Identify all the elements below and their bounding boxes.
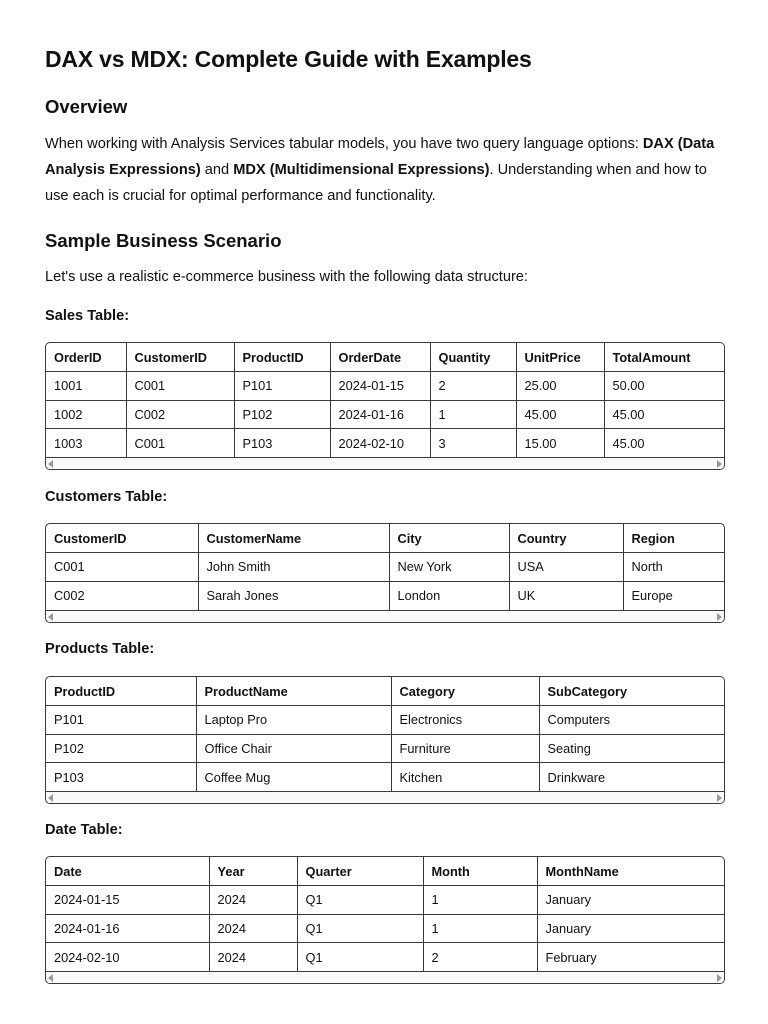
table-cell: 2	[423, 943, 537, 972]
table-row	[46, 734, 724, 763]
table-cell: Office Chair	[196, 734, 391, 763]
overview-paragraph: When working with Analysis Services tabular models, you have two query language options: DAX (Data Analysis Expressions) and MDX (Multidimensional Expressions). Understanding when and how to use each is crucial for optimal performance and functionality.	[45, 136, 715, 204]
column-header: TotalAmount	[604, 343, 724, 372]
table-row	[46, 553, 724, 582]
table-cell: 1003	[46, 429, 126, 458]
column-header: CustomerID	[126, 343, 234, 372]
table-cell: 25.00	[516, 372, 604, 401]
horizontal-scrollbar[interactable]	[46, 791, 724, 803]
mdx-term: MDX (Multidimensional Expressions)	[233, 162, 490, 178]
table-cell: 2024-02-10	[330, 429, 430, 458]
column-header: Country	[509, 524, 623, 553]
table-cell: Q1	[297, 914, 423, 943]
scroll-right-icon[interactable]	[717, 613, 722, 621]
table-cell: Laptop Pro	[196, 706, 391, 735]
table-cell: John Smith	[198, 553, 389, 582]
table-cell: 2024-01-16	[330, 400, 430, 429]
sales-table-label: Sales Table:	[45, 308, 130, 324]
table-cell: North	[623, 553, 724, 582]
table-cell: Kitchen	[391, 763, 539, 792]
page-title: DAX vs MDX: Complete Guide with Examples	[45, 46, 532, 72]
table-cell: January	[537, 914, 724, 943]
table-cell: 1002	[46, 400, 126, 429]
scroll-left-icon[interactable]	[48, 794, 53, 802]
table-cell: 2024	[209, 943, 297, 972]
column-header: Date	[46, 857, 209, 886]
date-table	[45, 856, 725, 984]
table-cell: 2024-01-16	[46, 914, 209, 943]
column-header: SubCategory	[539, 677, 724, 706]
table-cell: C002	[46, 581, 198, 610]
table-cell: Sarah Jones	[198, 581, 389, 610]
table-header-row	[46, 677, 724, 706]
scroll-right-icon[interactable]	[717, 974, 722, 982]
column-header: UnitPrice	[516, 343, 604, 372]
scroll-left-icon[interactable]	[48, 974, 53, 982]
date-table-label: Date Table:	[45, 822, 123, 838]
table-row	[46, 763, 724, 792]
column-header: Year	[209, 857, 297, 886]
table-cell: 2024	[209, 886, 297, 915]
column-header: MonthName	[537, 857, 724, 886]
table-cell: January	[537, 886, 724, 915]
table-header-row	[46, 857, 724, 886]
table-cell: 3	[430, 429, 516, 458]
column-header: OrderDate	[330, 343, 430, 372]
scroll-right-icon[interactable]	[717, 794, 722, 802]
column-header: ProductID	[234, 343, 330, 372]
scroll-right-icon[interactable]	[717, 460, 722, 468]
table-cell: 2024-02-10	[46, 943, 209, 972]
column-header: Quarter	[297, 857, 423, 886]
scenario-heading: Sample Business Scenario	[45, 230, 282, 251]
column-header: ProductName	[196, 677, 391, 706]
dax-term: DAX (Data Analysis Expressions)	[45, 136, 715, 178]
table-cell: New York	[389, 553, 509, 582]
table-cell: C002	[126, 400, 234, 429]
table-cell: UK	[509, 581, 623, 610]
table-cell: 1	[423, 914, 537, 943]
table-cell: 1001	[46, 372, 126, 401]
table-cell: 15.00	[516, 429, 604, 458]
table-cell: Electronics	[391, 706, 539, 735]
table-cell: Q1	[297, 886, 423, 915]
table-cell: P103	[46, 763, 196, 792]
column-header: CustomerName	[198, 524, 389, 553]
table-cell: C001	[126, 372, 234, 401]
customers-table-label: Customers Table:	[45, 489, 168, 505]
table-cell: Furniture	[391, 734, 539, 763]
table-cell: 2	[430, 372, 516, 401]
column-header: City	[389, 524, 509, 553]
table-cell: 2024-01-15	[330, 372, 430, 401]
column-header: Quantity	[430, 343, 516, 372]
products-table-label: Products Table:	[45, 641, 155, 657]
table-cell: London	[389, 581, 509, 610]
column-header: CustomerID	[46, 524, 198, 553]
sales-table	[45, 342, 725, 470]
table-row	[46, 886, 724, 915]
overview-heading: Overview	[45, 96, 128, 117]
horizontal-scrollbar[interactable]	[46, 610, 724, 622]
table-cell: 1	[430, 400, 516, 429]
scroll-left-icon[interactable]	[48, 613, 53, 621]
table-cell: C001	[46, 553, 198, 582]
column-header: Region	[623, 524, 724, 553]
table-cell: Computers	[539, 706, 724, 735]
column-header: ProductID	[46, 677, 196, 706]
table-row	[46, 429, 724, 458]
table-cell: 1	[423, 886, 537, 915]
customers-table	[45, 523, 725, 623]
table-cell: February	[545, 949, 597, 965]
table-header-row	[46, 343, 724, 372]
table-cell: P101	[234, 372, 330, 401]
table-cell: C001	[126, 429, 234, 458]
table-cell: P101	[46, 706, 196, 735]
table-cell: Seating	[539, 734, 724, 763]
table-cell: 45.00	[612, 435, 645, 451]
horizontal-scrollbar[interactable]	[46, 457, 724, 469]
table-cell: Q1	[297, 943, 423, 972]
table-row	[46, 943, 724, 972]
table-row	[46, 372, 724, 401]
table-cell: P103	[234, 429, 330, 458]
table-cell: 45.00	[604, 400, 724, 429]
table-cell: 45.00	[516, 400, 604, 429]
column-header: Month	[423, 857, 537, 886]
products-table	[45, 676, 725, 804]
table-cell: 2024	[209, 914, 297, 943]
scenario-intro: Let's use a realistic e-commerce business with the following data structure:	[45, 269, 528, 285]
table-cell: Coffee Mug	[196, 763, 391, 792]
table-row	[46, 581, 724, 610]
table-cell: Europe	[631, 588, 673, 603]
column-header: Category	[391, 677, 539, 706]
table-cell: P102	[234, 400, 330, 429]
column-header: OrderID	[46, 343, 126, 372]
horizontal-scrollbar[interactable]	[46, 971, 724, 983]
table-cell: USA	[509, 553, 623, 582]
scroll-left-icon[interactable]	[48, 460, 53, 468]
table-cell: Drinkware	[547, 769, 606, 785]
table-cell: P102	[46, 734, 196, 763]
table-row	[46, 914, 724, 943]
table-cell: 50.00	[604, 372, 724, 401]
table-row	[46, 706, 724, 735]
table-cell: 2024-01-15	[46, 886, 209, 915]
table-row	[46, 400, 724, 429]
table-header-row	[46, 524, 724, 553]
